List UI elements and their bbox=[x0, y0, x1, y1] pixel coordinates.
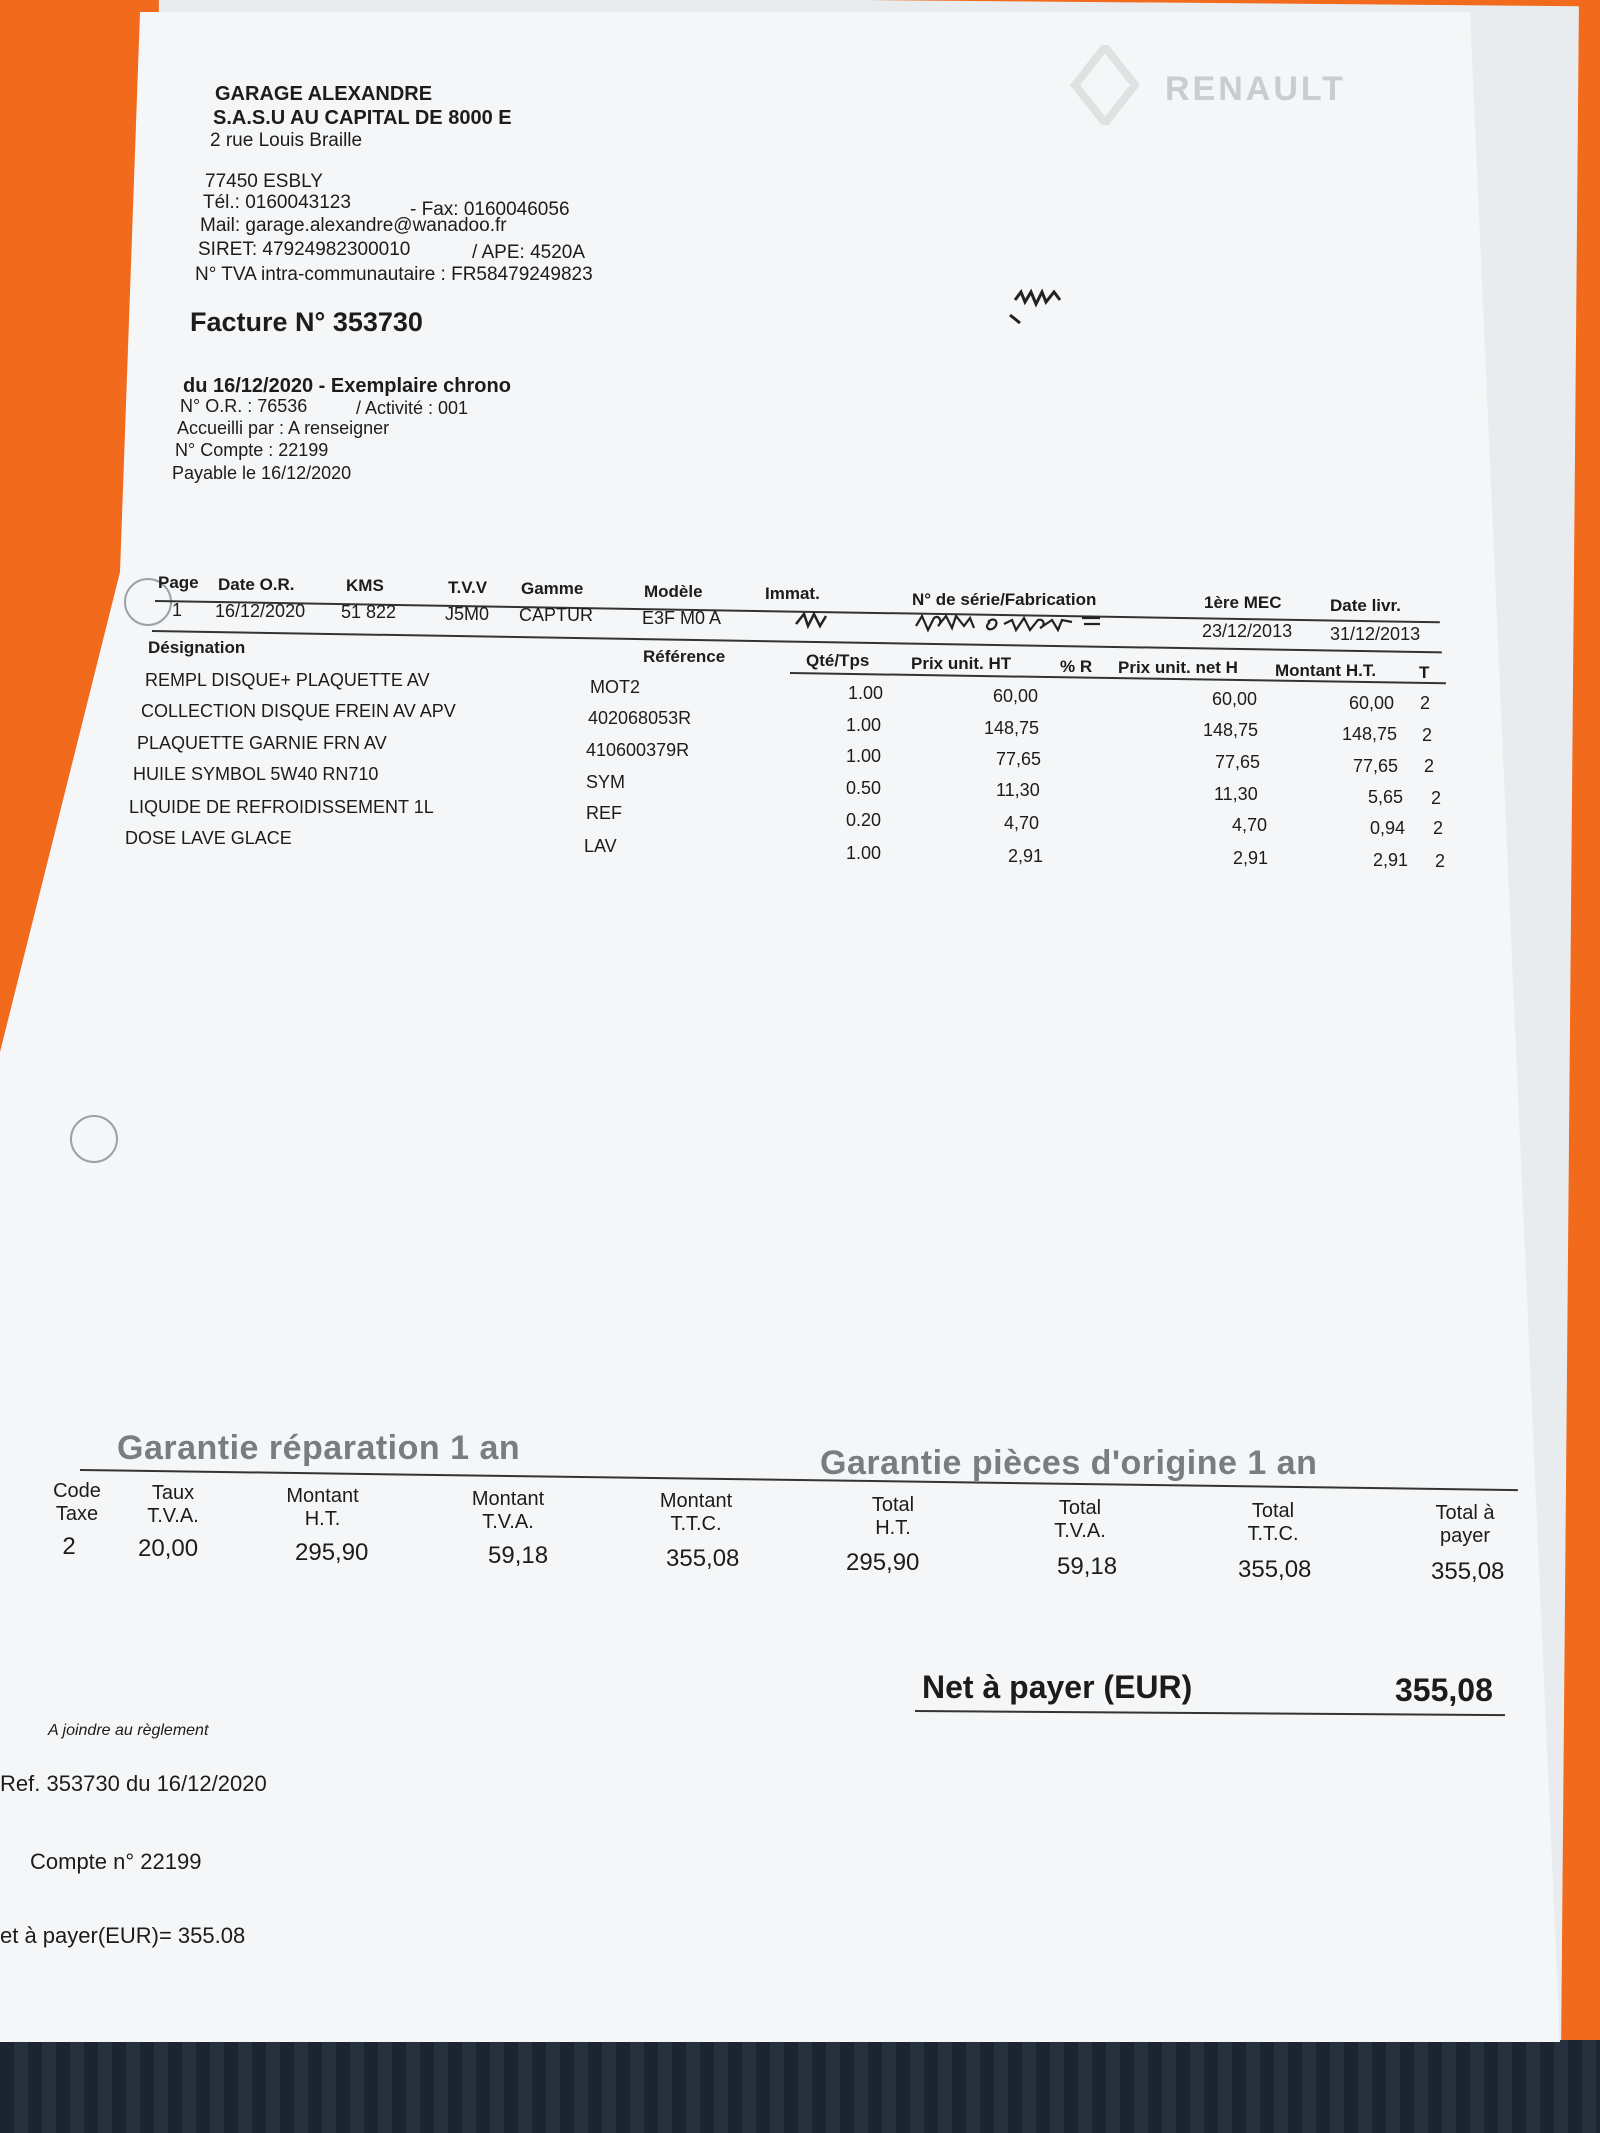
row-unit-net: 11,30 bbox=[1214, 784, 1258, 804]
lines-header-remise: % R bbox=[1060, 657, 1093, 676]
lines-header-designation: Désignation bbox=[148, 638, 246, 657]
payable-date: Payable le 16/12/2020 bbox=[172, 463, 352, 483]
row-qty: 1.00 bbox=[846, 746, 882, 766]
totals-total-payer: 355,08 bbox=[1431, 1558, 1505, 1585]
vehicle-tvv: J5M0 bbox=[445, 604, 490, 624]
row-reference: LAV bbox=[584, 836, 617, 856]
vehicle-header-tvv: T.V.V bbox=[448, 578, 488, 597]
company-phone: Tél.: 0160043123 bbox=[203, 192, 351, 213]
vehicle-header-immat: Immat. bbox=[765, 584, 820, 603]
row-unit-net: 60,00 bbox=[1212, 689, 1258, 709]
row-montant: 0,94 bbox=[1370, 818, 1406, 838]
net-value: 355,08 bbox=[1395, 1672, 1493, 1708]
net-rule bbox=[915, 1710, 1505, 1716]
totals-header-total-ht: Total H.T. bbox=[871, 1494, 915, 1539]
row-designation: DOSE LAVE GLACE bbox=[125, 828, 292, 848]
row-unit-net: 2,91 bbox=[1233, 848, 1269, 868]
warranty-repair: Garantie réparation 1 an bbox=[117, 1429, 521, 1467]
row-unit-ht: 148,75 bbox=[984, 718, 1040, 738]
lines-header-unit-ht: Prix unit. HT bbox=[911, 654, 1012, 673]
company-fax: - Fax: 0160046056 bbox=[410, 199, 570, 220]
row-t: 2 bbox=[1433, 818, 1444, 838]
row-reference: SYM bbox=[586, 772, 626, 792]
vehicle-date: 16/12/2020 bbox=[215, 601, 306, 621]
row-unit-ht: 77,65 bbox=[996, 749, 1042, 769]
vehicle-mec: 23/12/2013 bbox=[1202, 621, 1293, 641]
company-name: GARAGE ALEXANDRE bbox=[215, 83, 433, 105]
totals-montant-ht: 295,90 bbox=[295, 1539, 369, 1566]
lines-header-reference: Référence bbox=[643, 647, 726, 666]
row-montant: 5,65 bbox=[1368, 787, 1404, 807]
vehicle-header-modele: Modèle bbox=[644, 582, 703, 601]
lines-header-montant: Montant H.T. bbox=[1275, 661, 1377, 680]
row-t: 2 bbox=[1431, 788, 1442, 808]
totals-montant-tva: 59,18 bbox=[488, 1542, 549, 1569]
vehicle-header-livr: Date livr. bbox=[1330, 596, 1401, 615]
row-unit-net: 4,70 bbox=[1232, 815, 1268, 835]
invoice-date-line: du 16/12/2020 - Exemplaire chrono bbox=[183, 375, 511, 397]
row-montant: 60,00 bbox=[1349, 693, 1395, 713]
vehicle-gamme: CAPTUR bbox=[519, 605, 594, 625]
vehicle-header-gamme: Gamme bbox=[521, 579, 584, 598]
totals-header-montant-ttc: Montant T.T.C. bbox=[659, 1490, 733, 1535]
warranty-parts: Garantie pièces d'origine 1 an bbox=[820, 1444, 1318, 1482]
vehicle-header-mec: 1ère MEC bbox=[1204, 593, 1282, 612]
company-ape: / APE: 4520A bbox=[472, 242, 586, 263]
vehicle-livr: 31/12/2013 bbox=[1330, 624, 1421, 644]
row-t: 2 bbox=[1424, 756, 1435, 776]
row-unit-ht: 4,70 bbox=[1004, 813, 1040, 833]
row-unit-ht: 60,00 bbox=[993, 686, 1039, 706]
row-montant: 77,65 bbox=[1353, 756, 1399, 776]
vehicle-page: 1 bbox=[172, 600, 183, 620]
lines-header-t: T bbox=[1419, 663, 1430, 682]
row-designation: PLAQUETTE GARNIE FRN AV bbox=[137, 733, 387, 753]
company-mail: Mail: garage.alexandre@wanadoo.fr bbox=[200, 215, 507, 236]
activity: / Activité : 001 bbox=[356, 398, 469, 418]
company-city: 77450 ESBLY bbox=[205, 171, 323, 192]
stub-ref: Ref. 353730 du 16/12/2020 bbox=[0, 1771, 267, 1796]
vehicle-kms: 51 822 bbox=[341, 602, 397, 622]
lines-header-qty: Qté/Tps bbox=[806, 651, 870, 670]
serial-handwriting bbox=[912, 608, 1202, 638]
handwritten-mark bbox=[1005, 280, 1115, 330]
row-designation: REMPL DISQUE+ PLAQUETTE AV bbox=[145, 670, 430, 690]
account-number: N° Compte : 22199 bbox=[175, 440, 329, 460]
row-qty: 0.20 bbox=[846, 810, 882, 830]
row-unit-ht: 2,91 bbox=[1008, 846, 1044, 866]
row-designation: HUILE SYMBOL 5W40 RN710 bbox=[133, 764, 379, 784]
vehicle-header-serial: N° de série/Fabrication bbox=[912, 590, 1097, 609]
totals-header-taux: Taux T.V.A. bbox=[147, 1482, 199, 1527]
net-label: Net à payer (EUR) bbox=[922, 1669, 1193, 1705]
immat-handwriting bbox=[792, 608, 832, 630]
totals-code: 2 bbox=[62, 1533, 76, 1560]
or-number: N° O.R. : 76536 bbox=[180, 396, 308, 416]
totals-total-ttc: 355,08 bbox=[1238, 1556, 1312, 1583]
row-unit-ht: 11,30 bbox=[996, 780, 1040, 800]
row-unit-net: 77,65 bbox=[1215, 752, 1261, 772]
vehicle-header-page: Page bbox=[158, 573, 199, 592]
stub-compte: Compte n° 22199 bbox=[30, 1849, 202, 1874]
stub-join: A joindre au règlement bbox=[48, 1722, 209, 1739]
row-montant: 148,75 bbox=[1342, 724, 1398, 744]
row-montant: 2,91 bbox=[1373, 850, 1409, 870]
totals-taux: 20,00 bbox=[138, 1535, 199, 1562]
invoice-title: Facture N° 353730 bbox=[190, 307, 423, 337]
row-designation: LIQUIDE DE REFROIDISSEMENT 1L bbox=[129, 797, 434, 817]
row-t: 2 bbox=[1420, 693, 1431, 713]
row-reference: 402068053R bbox=[588, 708, 692, 728]
vehicle-header-kms: KMS bbox=[346, 576, 384, 595]
totals-header-code: Code Taxe bbox=[53, 1480, 101, 1525]
totals-total-ht: 295,90 bbox=[846, 1549, 920, 1576]
row-unit-net: 148,75 bbox=[1203, 720, 1259, 740]
totals-header-total-tva: Total T.V.A. bbox=[1054, 1497, 1106, 1542]
totals-header-total-ttc: Total T.T.C. bbox=[1247, 1500, 1299, 1545]
row-reference: MOT2 bbox=[590, 677, 641, 697]
row-qty: 1.00 bbox=[846, 843, 882, 863]
punch-hole bbox=[70, 1115, 118, 1163]
company-legal: S.A.S.U AU CAPITAL DE 8000 E bbox=[213, 107, 512, 129]
row-qty: 0.50 bbox=[846, 778, 882, 798]
row-qty: 1.00 bbox=[846, 715, 882, 735]
stub-net: et à payer(EUR)= 355.08 bbox=[0, 1923, 246, 1948]
renault-logo-icon bbox=[1060, 45, 1150, 125]
company-address: 2 rue Louis Braille bbox=[210, 130, 363, 151]
row-t: 2 bbox=[1422, 725, 1433, 745]
row-qty: 1.00 bbox=[848, 683, 884, 703]
row-reference: 410600379R bbox=[586, 740, 690, 760]
brand-watermark: RENAULT bbox=[1165, 70, 1346, 108]
row-designation: COLLECTION DISQUE FREIN AV APV bbox=[141, 701, 456, 721]
company-tva: N° TVA intra-communautaire : FR58479249823 bbox=[195, 264, 593, 285]
row-t: 2 bbox=[1435, 851, 1446, 871]
company-siret: SIRET: 47924982300010 bbox=[198, 239, 411, 260]
totals-header-montant-ht: Montant H.T. bbox=[286, 1485, 359, 1530]
totals-header-montant-tva: Montant T.V.A. bbox=[471, 1488, 545, 1533]
lines-header-unit-net: Prix unit. net H bbox=[1118, 658, 1238, 677]
totals-header-total-payer: Total à payer bbox=[1435, 1502, 1495, 1547]
totals-montant-ttc: 355,08 bbox=[666, 1545, 740, 1572]
totals-total-tva: 59,18 bbox=[1057, 1553, 1118, 1580]
vehicle-header-date: Date O.R. bbox=[218, 575, 295, 594]
accueilli-par: Accueilli par : A renseigner bbox=[177, 418, 390, 438]
row-reference: REF bbox=[586, 803, 622, 823]
vehicle-modele: E3F M0 A bbox=[642, 608, 722, 628]
